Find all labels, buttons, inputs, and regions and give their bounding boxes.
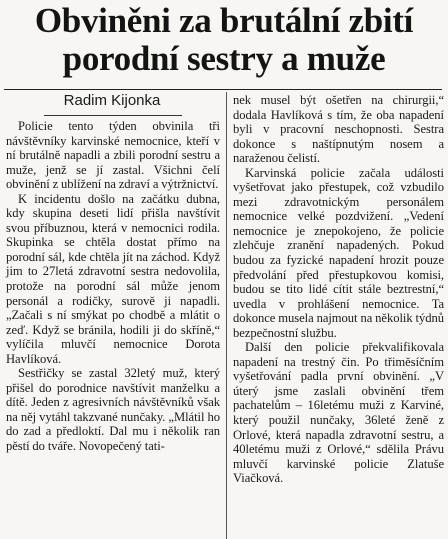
byline-rule xyxy=(44,115,182,116)
byline-box xyxy=(0,90,224,112)
left-column xyxy=(6,119,220,454)
paragraph: Další den policie překvalifikovala napadení na trestný čin. Po třiměsíčním vyšetřování padla první obvinění. „V úterý jsme zaslali obvinění třem pachatelům – 16letému muži z Karviné, který použil nunčaky, 36leté ženě z Orlové, která napadla zdravotní sestru, a 40letému muži z Orlové,“ sdělila Právu mluvčí karvinské policie Zlatuše Viačková. xyxy=(233,340,444,486)
paragraph: Karvinská policie začala události vyšetřovat jako přestupek, což vzbudilo mezi zdravotnickým personálem nemocnice velké pozdvižení. „Vedení nemocnice je znepokojeno, že policie zlehčuje zranění napadených. Pokud budou za fyzické napadení hrozit pouze předvolání před přestupkovou komisi, budou se tito lidé cítit stále beztrestní,“ uvedla v prohlášení nemocnice. Ta dokonce musela najmout na několik týdnů bezpečnostní službu. xyxy=(233,165,444,340)
column-divider xyxy=(226,92,227,539)
headline: Obviněni za brutální zbití porodní sestry a muže xyxy=(34,1,414,78)
right-column xyxy=(233,93,444,486)
paragraph: Policie tento týden obvinila tři návštěvníky karvinské nemocnice, kteří v ní brutálně napadli a zbili porodní sestru a muže, jenž se jí zastal. Všichni čelí obvinění z ublížení na zdraví a výtržnictví. xyxy=(6,119,220,192)
paragraph: K incidentu došlo na začátku dubna, kdy skupina deseti lidí přišla navštívit svou příbuznou, která v nemocnici rodila. Skupinka se chtěla dostat přímo na porodní sál, kde chtěla jít na záchod. Když jim to 27letá zdravotní sestra nedovolila, protože na porodní sál může jenom personál a rodičky, surově ji napadli. „Začali s ní smýkat po chodbě a mlátit o zeď. Když se bránila, hodili ji do skříně,“ vylíčila mluvčí nemocnice Dorota Havlíková. xyxy=(6,191,220,366)
byline: Radim Kijonka xyxy=(63,92,161,109)
paragraph: nek musel být ošetřen na chirurgii,“ dodala Havlíková s tím, že oba napadení byli v pracovní neschopnosti. Sestra dokonce s naštípnutým nosem a naraženou čelistí. xyxy=(233,93,444,166)
paragraph: Sestřičky se zastal 32letý muž, který přišel do porodnice navštívit manželku a dítě. Jeden z agresivních návštěvníků však na něj vytáhl takzvané nunčaky. „Mlátil ho do zad a předloktí. Dal mu i několik ran pěstí do tváře. Novopečený tati- xyxy=(6,366,220,454)
